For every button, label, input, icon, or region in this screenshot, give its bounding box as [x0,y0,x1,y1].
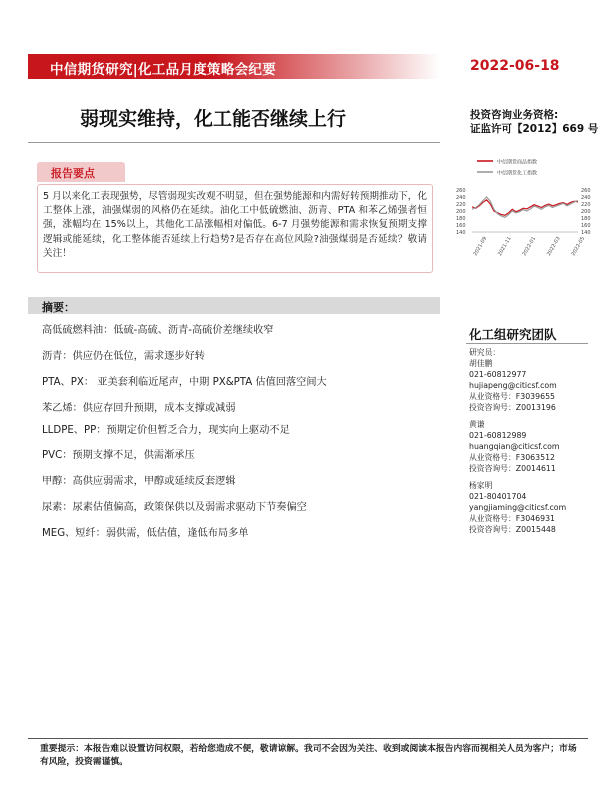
summary-item: 尿素：尿素估值偏高，政策保供以及弱需求驱动下节奏偏空 [42,502,307,513]
y-tick-label-right: 160 [581,223,591,229]
analyst-cert: 从业资格号：F3063512 [469,453,555,462]
series-line [472,200,578,215]
footer-divider [28,738,588,739]
title-divider [28,142,440,143]
y-tick-label-right: 240 [581,195,591,201]
page-title: 弱现实维持，化工能否继续上行 [80,108,347,130]
team-divider [466,343,588,344]
summary-item: PTA、PX： 亚美套利临近尾声，中期 PX&PTA 估值回落空间大 [42,377,327,388]
report-banner [28,54,440,79]
analyst-role: 研究员： [469,348,501,357]
summary-item: 沥青：供应仍在低位，需求逐步好转 [42,351,205,362]
qualification-line2: 证监许可【2012】669 号 [470,123,599,135]
analyst-phone: 021-80401704 [469,492,527,501]
index-chart-svg [455,152,595,270]
analyst-name: 杨家明 [469,481,493,490]
analyst-cert: 从业资格号：F3039655 [469,392,555,401]
analyst-email[interactable]: hujiapeng@citicsf.com [469,381,557,390]
summary-label: 摘要： [42,301,75,314]
summary-item: MEG、短纤：弱供需，低估值，逢低布局多单 [42,528,249,539]
analyst-email[interactable]: yangjiaming@citicsf.com [469,503,567,512]
analyst-card [469,419,560,474]
y-tick-label: 240 [456,195,466,201]
legend-label: 中信期货化工指数 [497,170,538,177]
disclaimer: 重要提示：本报告难以设置访问权限，若给您造成不便，敬请谅解。我司不会因为关注、收到或阅读本报告内容而视相关人员为客户；市场有风险，投资需谨慎。 [40,744,577,767]
key-points-text: 5 月以来化工表现强势，尽管弱现实改观不明显，但在强势能源和内需好转预期推动下，化工整体上涨，油强煤弱的风格仍在延续。油化工中低硫燃油、沥青、PTA 和苯乙烯强者恒强，涨幅均在 15%以上，其他化工品涨幅相对偏低。6-7 月强势能源和需求恢复预期支撑逻辑或能延续，化工整体能否延续上行趋势?是否存在高位风险?油强煤弱是否延续？敬请关注！ [43,191,427,259]
y-tick-label-right: 220 [581,202,591,208]
y-tick-label-right: 260 [581,188,591,194]
y-tick-label: 260 [456,188,466,194]
y-tick-label: 140 [456,230,466,236]
summary-item: PVC：预期支撑不足，供需渐承压 [42,450,195,461]
report-date: 2022-06-18 [470,58,560,74]
analyst-cert: 从业资格号：F3046931 [469,514,555,523]
summary-item: LLDPE、PP：预期定价但暂乏合力，现实向上驱动不足 [42,425,290,436]
index-chart [455,152,595,270]
analyst-cert: 投资咨询号：Z0013196 [469,403,556,412]
y-tick-label: 160 [456,223,466,229]
x-tick-label: 2021-11 [497,235,513,257]
analyst-name: 黄谦 [469,420,485,429]
key-points-label: 报告要点 [51,167,95,180]
analyst-phone: 021-60812977 [469,370,527,379]
analyst-cert: 投资咨询号：Z0014611 [469,464,556,473]
summary-header [28,297,440,314]
y-tick-label: 180 [456,216,466,222]
analyst-phone: 021-60812989 [469,431,527,440]
x-tick-label: 2021-09 [472,235,489,257]
analyst-email[interactable]: huangqian@citicsf.com [469,442,560,451]
analyst-card [469,347,557,413]
qualification [470,108,598,136]
y-tick-label-right: 180 [581,216,591,222]
legend-label: 中信期货商品指数 [497,159,538,166]
team-title: 化工组研究团队 [469,327,557,342]
analyst-cert: 投资咨询号：Z0015448 [469,525,556,534]
summary-item: 苯乙烯：供应存回升预期，成本支撑或减弱 [42,403,236,414]
summary-item: 甲醇：高供应弱需求，甲醇或延续反套逻辑 [42,476,236,487]
summary-item: 高低硫燃料油：低硫-高硫、沥青-高硫价差继续收窄 [42,325,274,336]
x-tick-label: 2022-03 [546,235,562,257]
qualification-line1: 投资咨询业务资格: [470,109,559,121]
y-tick-label-right: 140 [581,230,591,236]
x-tick-label: 2022-05 [570,235,587,257]
banner-text: 中信期货研究|化工品月度策略会纪要 [50,62,277,78]
x-tick-label: 2022-01 [521,235,538,257]
analyst-card [469,480,566,535]
analyst-name: 胡佳鹏 [469,359,493,368]
series-line [472,197,578,217]
y-tick-label-right: 200 [581,209,591,215]
key-points-tab [37,162,125,182]
y-tick-label: 200 [456,209,466,215]
y-tick-label: 220 [456,202,466,208]
